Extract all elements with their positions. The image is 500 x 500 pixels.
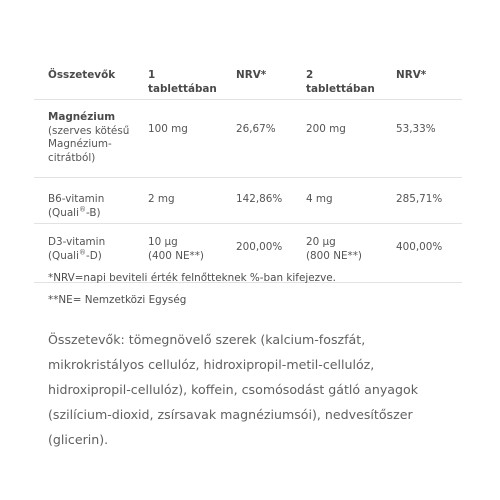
cell-nrv-2: 400,00% — [382, 224, 462, 283]
header-two-tablets: 2 tablettában — [292, 62, 382, 100]
ingredients-line: hidroxipropil-cellulóz), koffein, csomósodást gátló anyagok — [48, 382, 418, 397]
ingredient-name: B6-vitamin — [48, 193, 105, 205]
amount-ne: (400 NE**) — [148, 249, 204, 262]
nutrition-table — [34, 62, 462, 283]
registered-mark: ® — [78, 248, 86, 257]
ingredient-detail-text: -B) — [85, 206, 101, 219]
ingredient-detail-text: (Quali — [48, 206, 79, 219]
ingredient-detail-text: (Quali — [48, 249, 79, 262]
ingredient-name-bold: Magnézium — [48, 111, 116, 123]
ingredients-line: Összetevők: tömegnövelő szerek (kalcium-foszfát, — [48, 332, 366, 347]
ingredient-detail-line — [48, 207, 134, 221]
ingredients-line: (szilícium-dioxid, zsírsavak magnéziumsói), nedvesítőszer — [48, 407, 413, 422]
header-one-tablet: 1 tablettában — [134, 62, 222, 100]
header-nrv-2: NRV* — [382, 62, 462, 100]
cell-nrv-2: 53,33% — [382, 100, 462, 178]
cell-amount-2: 4 mg — [292, 178, 382, 224]
cell-ingredient-name — [34, 100, 134, 178]
ingredient-detail-line: citrátból) — [48, 151, 96, 164]
cell-nrv-1: 142,86% — [222, 178, 292, 224]
cell-amount-1: 100 mg — [134, 100, 222, 178]
cell-ingredient-name — [34, 178, 134, 224]
table-row-b6 — [34, 178, 462, 224]
ingredient-detail-text: -D) — [85, 249, 102, 262]
registered-mark: ® — [78, 205, 86, 214]
ingredients-paragraph — [48, 327, 458, 452]
ingredient-detail-line: Magnézium- — [48, 138, 112, 150]
cell-nrv-1: 26,67% — [222, 100, 292, 178]
ingredients-line: mikrokristályos cellulóz, hidroxipropil-metil-cellulóz, — [48, 357, 375, 372]
header-ingredients: Összetevők — [34, 62, 134, 100]
cell-nrv-2: 285,71% — [382, 178, 462, 224]
nutrition-table-container — [34, 62, 464, 283]
header-nrv-1: NRV* — [222, 62, 292, 100]
ingredient-detail-line — [48, 250, 134, 264]
cell-amount-1: 2 mg — [134, 178, 222, 224]
ingredients-line: (glicerin). — [48, 432, 109, 447]
amount-ne: (800 NE**) — [306, 249, 362, 262]
amount-value: 10 µg — [148, 236, 178, 248]
footnote-ne: **NE= Nemzetközi Egység — [48, 294, 187, 306]
amount-value: 20 µg — [306, 236, 336, 248]
table-row-magnesium — [34, 100, 462, 178]
table-header-row — [34, 62, 462, 100]
cell-amount-2: 200 mg — [292, 100, 382, 178]
ingredient-name: D3-vitamin — [48, 236, 106, 248]
ingredient-detail-line: (szerves kötésű — [48, 124, 130, 137]
cell-nrv-1: 200,00% — [222, 224, 292, 283]
footnote-nrv: *NRV=napi beviteli érték felnőtteknek %-ban kifejezve. — [48, 272, 336, 284]
